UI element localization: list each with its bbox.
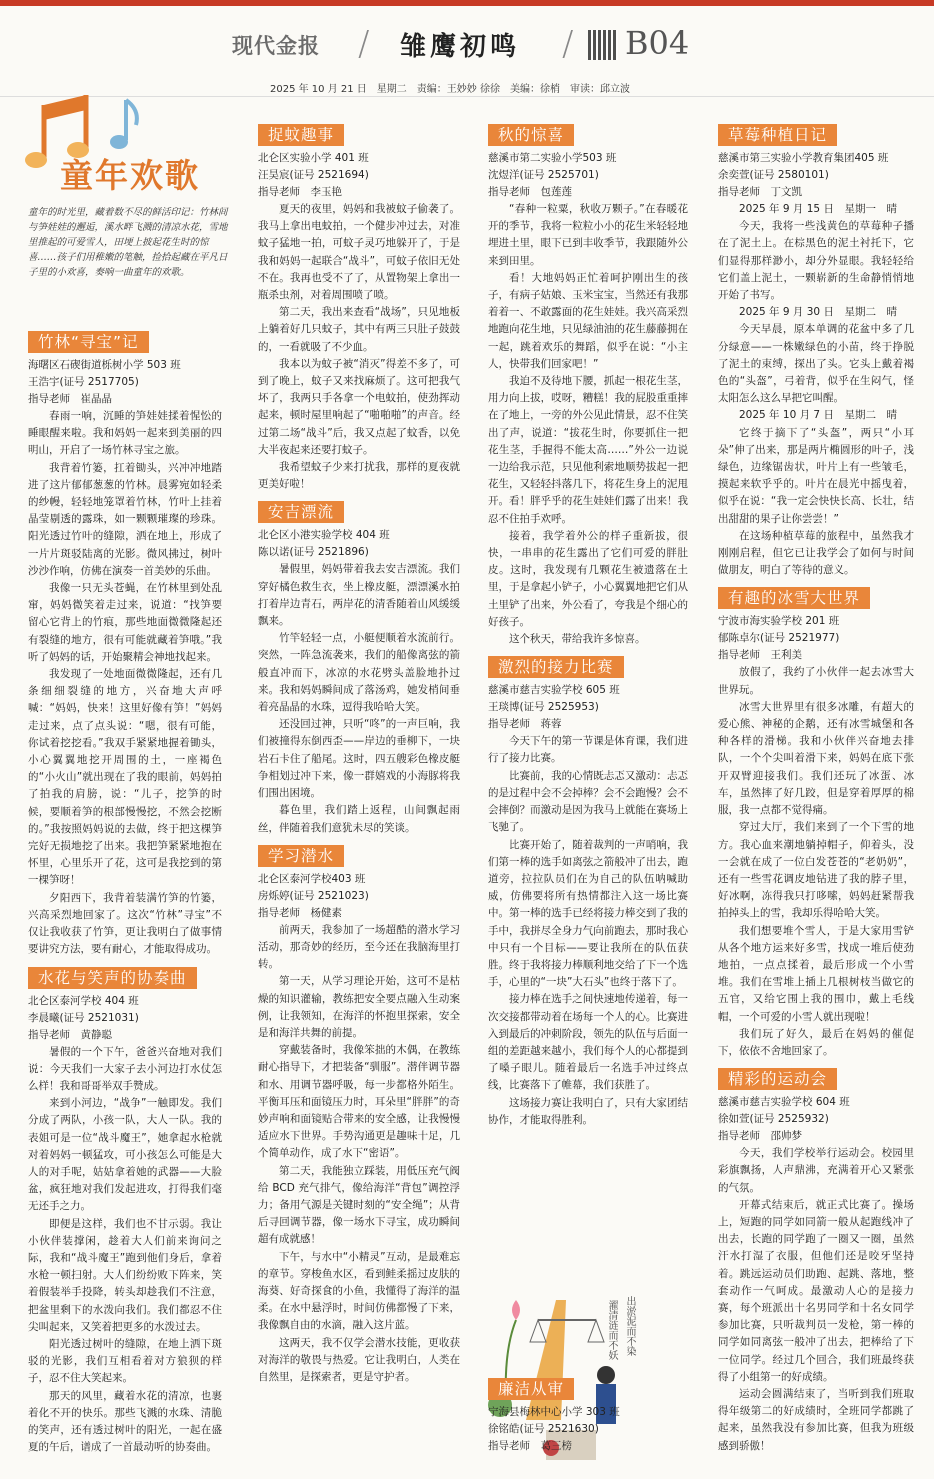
article-title: 安吉漂流 — [258, 501, 344, 523]
article-title: 捉蚊趣事 — [258, 124, 344, 146]
teacher: 指导老师 包莲莲 — [488, 186, 572, 198]
paragraph: 我们玩了好久，最后在妈妈的催促下，依依不舍地回家了。 — [718, 1027, 914, 1057]
paragraph: 运动会圆满结束了，当听到我们班取得年级第二的好成绩时，全班同学都跳了起来，虽然我没有参加比赛，但我为班级感到骄傲！ — [718, 1387, 914, 1452]
paragraph: 我像一只无头苍蝇，在竹林里到处乱窜，妈妈微笑着走过来，说道：“找笋要留心它背上的竹痕，那些地面微微隆起还有裂缝的地方，很有可能就藏着笋哦。”我听了妈妈的话，开始聚精会神地找起来。 — [28, 582, 222, 663]
author: 徐铭皓(证号 2521630) — [488, 1423, 599, 1435]
school: 海曙区石碶街道栎树小学 503 班 — [28, 359, 181, 371]
author: 郁陈卓尔(证号 2521977) — [718, 632, 840, 645]
article-title: 廉洁从审 — [488, 1378, 574, 1400]
teacher: 指导老师 黄静聪 — [28, 1028, 112, 1041]
paragraph: 今天下午的第一节课是体育课，我们进行了接力比赛。 — [488, 735, 688, 765]
school: 宁海县梅林中心小学 303 班 — [488, 1406, 620, 1418]
paragraph: 冰雪大世界里有很多冰雕，有超大的爱心熊、神秘的企鹅，还有冰雪城堡和各种各样的滑梯。我和小伙伴兴奋地去排队，一个个尖叫着滑下来，妈妈在底下张开双臂迎接我们。我们还玩了冰蛋、冰车，虽然摔了好几跤，但是穿着厚厚的棉服，我一点都不觉得痛。 — [718, 700, 914, 817]
paragraph: 这场接力赛让我明白了，只有大家团结协作，才能取得胜利。 — [488, 1096, 688, 1126]
top-color-strip — [0, 0, 934, 6]
school: 北仑区实验小学 401 班 — [258, 152, 369, 164]
qr-code-icon — [588, 30, 618, 60]
column-2 — [258, 118, 460, 1386]
dateline: 2025 年 10 月 21 日 星期二 责编：王妙妙 徐徐 美编：徐梢 审读：邱立波 — [270, 84, 630, 95]
article-title: 草莓种植日记 — [718, 124, 837, 146]
author: 余奕萱(证号 2580101) — [718, 169, 829, 181]
intro-text: 童年的时光里，藏着数不尽的鲜活印记：竹林间与笋娃娃的邂逅，溪水畔飞溅的清凉水花，雪地里推起的可爱雪人，田埂上披起花生时的惊喜……孩子们用稚嫩的笔触，捡拾起藏在平凡日子里的小欢喜，奏响一曲童年的欢歌。 — [28, 207, 228, 278]
school: 北仑区泰河学校403 班 — [258, 872, 366, 885]
article-title: 秋的惊喜 — [488, 124, 574, 146]
school: 慈溪市慈吉实验学校 604 班 — [718, 1096, 850, 1109]
school: 北仑区泰河学校 404 班 — [28, 994, 139, 1007]
paragraph: 阳光透过树叶的缝隙，在地上洒下斑驳的光影，我们互相看着对方狼狈的样子，忍不住大笑起来。 — [28, 1337, 222, 1385]
paragraph: 我本以为蚊子被“消灭”得差不多了，可到了晚上，蚊子又来找麻烦了。这可把我气坏了，我两只手各拿一个电蚊拍，使劲挥动起来，顿时屋里响起了“啪啪啪”的声音。经过第二场“战斗”后，我又点起了蚊香，以免大半夜起来还要打蚊子。 — [258, 357, 460, 456]
paragraph: 今天，我将一些浅黄色的草莓种子播在了泥土上。在棕黑色的泥土衬托下，它们显得那样渺小，却分外显眼。我轻轻给它们盖上泥土，一颗崭新的生命静悄悄地开始了书写。 — [718, 220, 914, 302]
paragraph: 比赛开始了，随着裁判的一声哨响，我们第一棒的选手如离弦之箭般冲了出去，跑道旁，拉拉队员们在为自己的队伍呐喊助威，仿佛要将所有热情都注入这一场比赛中。第一棒的选手已经将接力棒交到了我的手中，我拼尽全身力气向前跑去，那时我心中只有一个目标——要让我所在的队伍获胜。终于我将接力棒顺利地交给了下一个选手，心里的“一块”大石头”也终于落下了。 — [488, 838, 688, 989]
paragraph: 接力棒在选手之间快速地传递着，每一次交接都带动着在场每一个人的心。比赛进入到最后的冲刺阶段，领先的队伍与后面一组的差距越来越小，我们每个人的心都提到了嗓子眼儿。随着最后一名选手冲过终点线，比赛落下了帷幕，我们获胜了。 — [488, 993, 688, 1092]
author: 沈煜洋(证号 2525701) — [488, 169, 599, 181]
paragraph: 在这场种植草莓的旅程中，虽然我才刚刚启程，但它已让我学会了如何与时间做朋友，明白了等待的意义。 — [718, 529, 914, 577]
school: 慈溪市第二实验小学503 班 — [488, 152, 617, 164]
paragraph: 暑假的一个下午，爸爸兴奋地对我们说：今天我们一大家子去小河边打水仗怎么样！我和哥哥举双手赞成。 — [28, 1045, 222, 1092]
paragraph: “春种一粒粟，秋收万颗子。”在春暖花开的季节，我将一粒粒小小的花生米轻轻地埋进土里，眼下已到丰收季节，我跟随外公来到田里。 — [488, 203, 688, 267]
paragraph: 穿过大厅，我们来到了一个下雪的地方。我心血来潮地躺掉帽子，仰着头，没一会就在成了一位白发苍苍的“老奶奶”，还有一些雪花调皮地钻进了我的脖子里，好冰啊，冻得我只打哆嗦，妈妈赶紧帮我拍掉头上的雪，我却乐得哈哈大笑。 — [718, 821, 914, 920]
article-title: 有趣的冰雪大世界 — [718, 587, 870, 609]
author: 王浩宇(证号 2517705) — [28, 376, 139, 388]
author: 徐如萱(证号 2525932) — [718, 1113, 829, 1126]
paragraph: 开幕式结束后，就正式比赛了。操场上，短跑的同学如同箭一般从起跑线冲了出去，长跑的同学跑了一圈又一圈，虽然汗水打湿了衣服，但他们还是咬牙坚持着。跳远运动员们助跑、起跳、落地，整套动作一气呵成。最激动人心的是接力赛，每个班派出十名男同学和十名女同学参加比赛，只听裁判员一发枪，第一棒的同学如同离弦一般冲了出去，把棒给了下一位同学。经过几个回合，我们班最终获得了小组第一的好成绩。 — [718, 1198, 914, 1383]
masthead — [210, 18, 730, 66]
calligraphy-line: 濯清涟而不妖 — [606, 1300, 617, 1360]
paragraph: 暮色里，我们踏上返程，山间飘起雨丝，伴随着我们意犹未尽的笑谈。 — [258, 804, 460, 834]
school: 慈溪市慈吉实验学校 605 班 — [488, 684, 620, 697]
diary-date: 2025 年 9 月 15 日 星期一 晴 — [739, 203, 897, 215]
paragraph: 来到小河边，“战争”一触即发。我们分成了两队，小孩一队，大人一队。我的表姐可是一位“战斗魔王”，她拿起水枪就对着妈妈一顿猛攻，可小孩怎么可能是大人的对手呢，姑姑拿着她的武器——大脸盆，疯狂地对我们发起进攻，打得我们毫无还手之力。 — [28, 1097, 222, 1213]
paragraph: 前两天，我参加了一场超酷的潜水学习活动，那奇妙的经历，至今还在我脑海里打转。 — [258, 923, 460, 971]
column-3 — [488, 118, 688, 1129]
teacher: 指导老师 杨健素 — [258, 906, 342, 919]
paragraph: 接着，我学着外公的样子重新拔，很快，一串串的花生露出了它们可爱的胖肚皮。这时，我发现有几颗花生被遗落在土里，于是拿起小铲子，小心翼翼地把它们从土里铲了出来，外公看了，夸我是个细心的好孩子。 — [488, 529, 688, 628]
paragraph: 那天的风里，藏着水花的清凉，也裹着化不开的快乐。那些飞溅的水珠、清脆的笑声，还有透过树叶的阳光，一起在盛夏的午后，谱成了一首最动听的协奏曲。 — [28, 1389, 222, 1454]
paragraph: 我迫不及待地下腰，抓起一根花生茎，用力向上拔，哎呀，糟糕！我的屁股重重摔在了地上，一旁的外公见此情景，忍不住笑出了声，说道：“拔花生时，你要抓住一把花生茎，手握得不能太高……”外公一边说一边给我示范，只见他利索地顺势拔起一把花生，又轻轻抖落几下，将花生身上的泥甩开。看！胖乎乎的花生娃娃们露了出来！我忍不住拍手欢呼。 — [488, 375, 688, 525]
school: 慈溪市第三实验小学教育集团405 班 — [718, 152, 889, 164]
teacher: 指导老师 邵帅梦 — [718, 1130, 802, 1143]
page-number: B04 — [625, 24, 690, 62]
section-name: 雏鹰初鸣 — [400, 32, 521, 62]
paragraph: 我背着竹篓，扛着锄头，兴冲冲地踏进了这片郁郁葱葱的竹林。晨雾宛如轻柔的纱幔，轻轻地笼罩着竹林，竹叶上挂着晶莹剔透的露珠，如一颗颗璀璨的珍珠。阳光透过竹叶的缝隙，洒在地上，形成了一片片斑驳陆离的光影。微风拂过，树叶沙沙作响，仿佛在演奏一首美妙的乐曲。 — [28, 461, 222, 577]
column-1 — [28, 325, 222, 1456]
paragraph: 我希望蚊子少来打扰我，那样的夏夜就更美好啦！ — [258, 461, 460, 491]
divider: / — [562, 24, 574, 64]
paragraph: 春雨一响，沉睡的笋娃娃揉着惺忪的睡眼醒来啦。我和妈妈一起来到美丽的四明山，开启了一场竹林寻宝之旅。 — [28, 410, 222, 457]
paragraph: 竹竿轻轻一点，小艇便顺着水流前行。突然，一阵急流袭来，我们的船像离弦的箭般直冲而下，冰凉的水花劈头盖脸地扑过来。我和妈妈瞬间成了落汤鸡，她发梢间垂着亮晶晶的水珠，逗得我哈哈大笑。 — [258, 632, 460, 714]
paragraph: 今天早晨，原本单调的花盆中多了几分绿意——一株嫩绿色的小苗，终于挣脱了泥土的束缚，探出了头。它头上戴着褐色的“头盔”，弓着背，似乎在生闷气，怪太阳怎么这么早把它叫醒。 — [718, 323, 914, 405]
paragraph: 暑假里，妈妈带着我去安吉漂流。我们穿好橘色救生衣，坐上橡皮艇，漂漂溪水拍打着岸边青石，两岸花的清香随着山风缓缓飘来。 — [258, 563, 460, 628]
paragraph: 穿戴装备时，我像笨拙的木偶，在教练耐心指导下，才把装备“驯服”。潜伴调节器和水、用调节器呼吸，每一步都格外陌生。平衡耳压和面镜压力时，耳朵里“胖胖”的奇妙声响和面镜贴合带来的安全感，让我慢慢适应水下世界。手势沟通更是趣味十足，几个简单动作，成了水下“密语”。 — [258, 1044, 460, 1160]
column-3-bottom — [488, 1372, 688, 1455]
column-4 — [718, 118, 914, 1455]
teacher: 指导老师 李玉艳 — [258, 186, 342, 198]
paragraph: 夕阳西下，我背着装满竹笋的竹篓，兴高采烈地回家了。这次“竹林”寻宝”不仅让我收获了竹笋，更让我明白了做事情要讲究方法，要有耐心，才能取得成功。 — [28, 891, 222, 956]
paragraph: 下午，与水中“小精灵”互动，是最难忘的章节。穿梭鱼水区，看到鲑柔摇过皮肤的海葵、好奇探食的小鱼，我懂得了海洋的温柔。在水中悬浮时，时间仿佛都慢了下来，我像飘自由的水滴，融入这片蓝。 — [258, 1250, 460, 1332]
teacher: 指导老师 丁文凯 — [718, 186, 802, 198]
paragraph: 比赛前，我的心情既忐忑又激动：忐忑的是过程中会不会掉棒？会不会跑慢？会不会摔倒？而激动是因为我马上就能在赛场上飞驰了。 — [488, 769, 688, 834]
paragraph: 今天，我们学校举行运动会。校园里彩旗飘扬，人声鼎沸，充满着开心又紧张的气氛。 — [718, 1147, 914, 1194]
teacher: 指导老师 葛三榜 — [488, 1440, 572, 1452]
paragraph: 我们想要堆个雪人，于是大家用雪铲从各个地方运来好多雪，找成一堆后使劲地拍，一点点揉着，最后形成一个小雪堆。我们在雪堆上插上几根树枝当做它的五官，又给它围上我的围巾，戴上毛线帽，一个可爱的小雪人就出现啦！ — [718, 924, 914, 1023]
paragraph: 这个秋天，带给我许多惊喜。 — [509, 633, 646, 646]
divider: / — [358, 24, 370, 64]
paragraph: 第二天，我能独立踩装，用低压充气阀给 BCD 充气排气，像给海洋“背包”调控浮力；备用气源是关键时刻的“安全绳”；从背后寻回调节器，像一场水下寻宝，成功瞬间超有成就感！ — [258, 1164, 460, 1246]
paragraph: 第二天，我出来查看“战场”，只见地板上躺着好几只蚊子，其中有两三只肚子鼓鼓的，一看就吸了不少血。 — [258, 306, 460, 353]
paragraph: 即便是这样，我们也不甘示弱。我让小伙伴装撑闲，趁着大人们前来询问之际，我和“战斗魔王”跑到他们身后，拿着水枪一顿扫射。大人们纷纷败下阵来，笑着假装举手投降，转头却趁我们不注意，把盆里剩下的水泼向我们。我们都忍不住尖叫起来，又笑着把更多的水泼过去。 — [28, 1217, 222, 1333]
page-title: 童年欢歌 — [60, 156, 200, 195]
article-title: 水花与笑声的协奏曲 — [28, 967, 197, 989]
paragraph: 这两天，我不仅学会潜水技能，更收获对海洋的敬畏与热爱。它让我明白，人类在自然里，是探索者，更是守护者。 — [258, 1336, 460, 1383]
teacher: 指导老师 蒋蓉 — [488, 718, 562, 731]
diary-date: 2025 年 10 月 7 日 星期二 晴 — [739, 409, 897, 422]
author: 房烁婷(证号 2521023) — [258, 889, 369, 902]
paragraph: 我发现了一处地面微微隆起，还有几条细细裂缝的地方，兴奋地大声呼喊：“妈妈，快来！这里好像有笋！”妈妈走过来，点了点头说：“嗯，很有可能，你试着挖挖看。”我双手紧紧地握着锄头，小心翼翼地挖开周围的土，一座褐色的“小火山”就出现在了我的眼前，妈妈拍了拍我的肩膀，说：“儿子，挖笋的时候，要顺着笋的根部慢慢挖，不然会挖断的。”我按照妈妈说的去做，终于把这棵笋完好无损地挖了出来。我把笋紧紧地抱在怀里，心里乐开了花，这可是我挖到的第一棵笋呀！ — [28, 668, 222, 887]
diary-date: 2025 年 9 月 30 日 星期二 晴 — [739, 306, 897, 319]
paragraph: 夏天的夜里，妈妈和我被蚊子偷袭了。我马上拿出电蚊拍，一个健步冲过去，对准蚊子猛地一拍，可蚊子灵巧地躲开了，于是我和妈妈一起联合“战斗”，可蚊子依旧无处不在。我再也受不了了，从置物架上拿出一瓶杀虫剂，对着周围喷了喷。 — [258, 203, 460, 302]
paragraph: 放假了，我约了小伙伴一起去冰雪大世界玩。 — [718, 666, 914, 696]
paragraph: 还没回过神，只听“咚”的一声巨响，我们被撞得东倒西歪——岸边的垂柳下，一块岩石卡住了船尾。这时，四五艘彩色橡皮艇争相划过冲下来，像一群嬉戏的小海豚将我们围出困境。 — [258, 718, 460, 800]
article-title: 竹林“寻宝”记 — [28, 331, 149, 353]
article-title: 精彩的运动会 — [718, 1068, 837, 1090]
paper-name: 现代金报 — [232, 34, 320, 58]
paragraph: 它终于摘下了“头盔”，两只“小耳朵”伸了出来，那是两片椭圆形的叶子，浅绿色，边缘锯齿状，叶片上有一些皱毛，摸起来软乎乎的。叶片在晨光中摇曳着，似乎在说：“我一定会快快长高、长壮，结出甜甜的果子让你尝尝！” — [718, 426, 914, 525]
article-title: 学习潜水 — [258, 845, 344, 867]
teacher: 指导老师 王利美 — [718, 649, 802, 662]
teacher: 指导老师 崔晶晶 — [28, 393, 112, 405]
paragraph: 第一天，从学习理论开始，这可不是枯燥的知识灌输，教练把安全要点融入生动案例，让我领知，在海洋的怀抱里探索，安全是和海洋共舞的前提。 — [258, 975, 460, 1039]
author: 李晨曦(证号 2521031) — [28, 1011, 139, 1024]
school: 北仑区小港实验学校 404 班 — [258, 529, 390, 542]
author: 陈以诺(证号 2521896) — [258, 546, 369, 559]
author: 汪昊宸(证号 2521694) — [258, 169, 369, 181]
calligraphy-line: 出淤泥而不染 — [624, 1296, 635, 1356]
author: 王琰博(证号 2525953) — [488, 701, 599, 714]
article-title: 激烈的接力比赛 — [488, 656, 624, 678]
school: 宁波市海实验学校 201 班 — [718, 615, 840, 628]
paragraph: 看！大地妈妈正忙着呵护刚出生的孩子，有病子姑娘、玉米宝宝，当然还有我那着着一、不敢露面的花生娃娃。我兴高采烈地跑向花生地，只见绿油油的花生藤藤拥在一起，跳着欢乐的舞蹈，似乎在说：“小主人，快带我们回家吧！” — [488, 271, 688, 370]
